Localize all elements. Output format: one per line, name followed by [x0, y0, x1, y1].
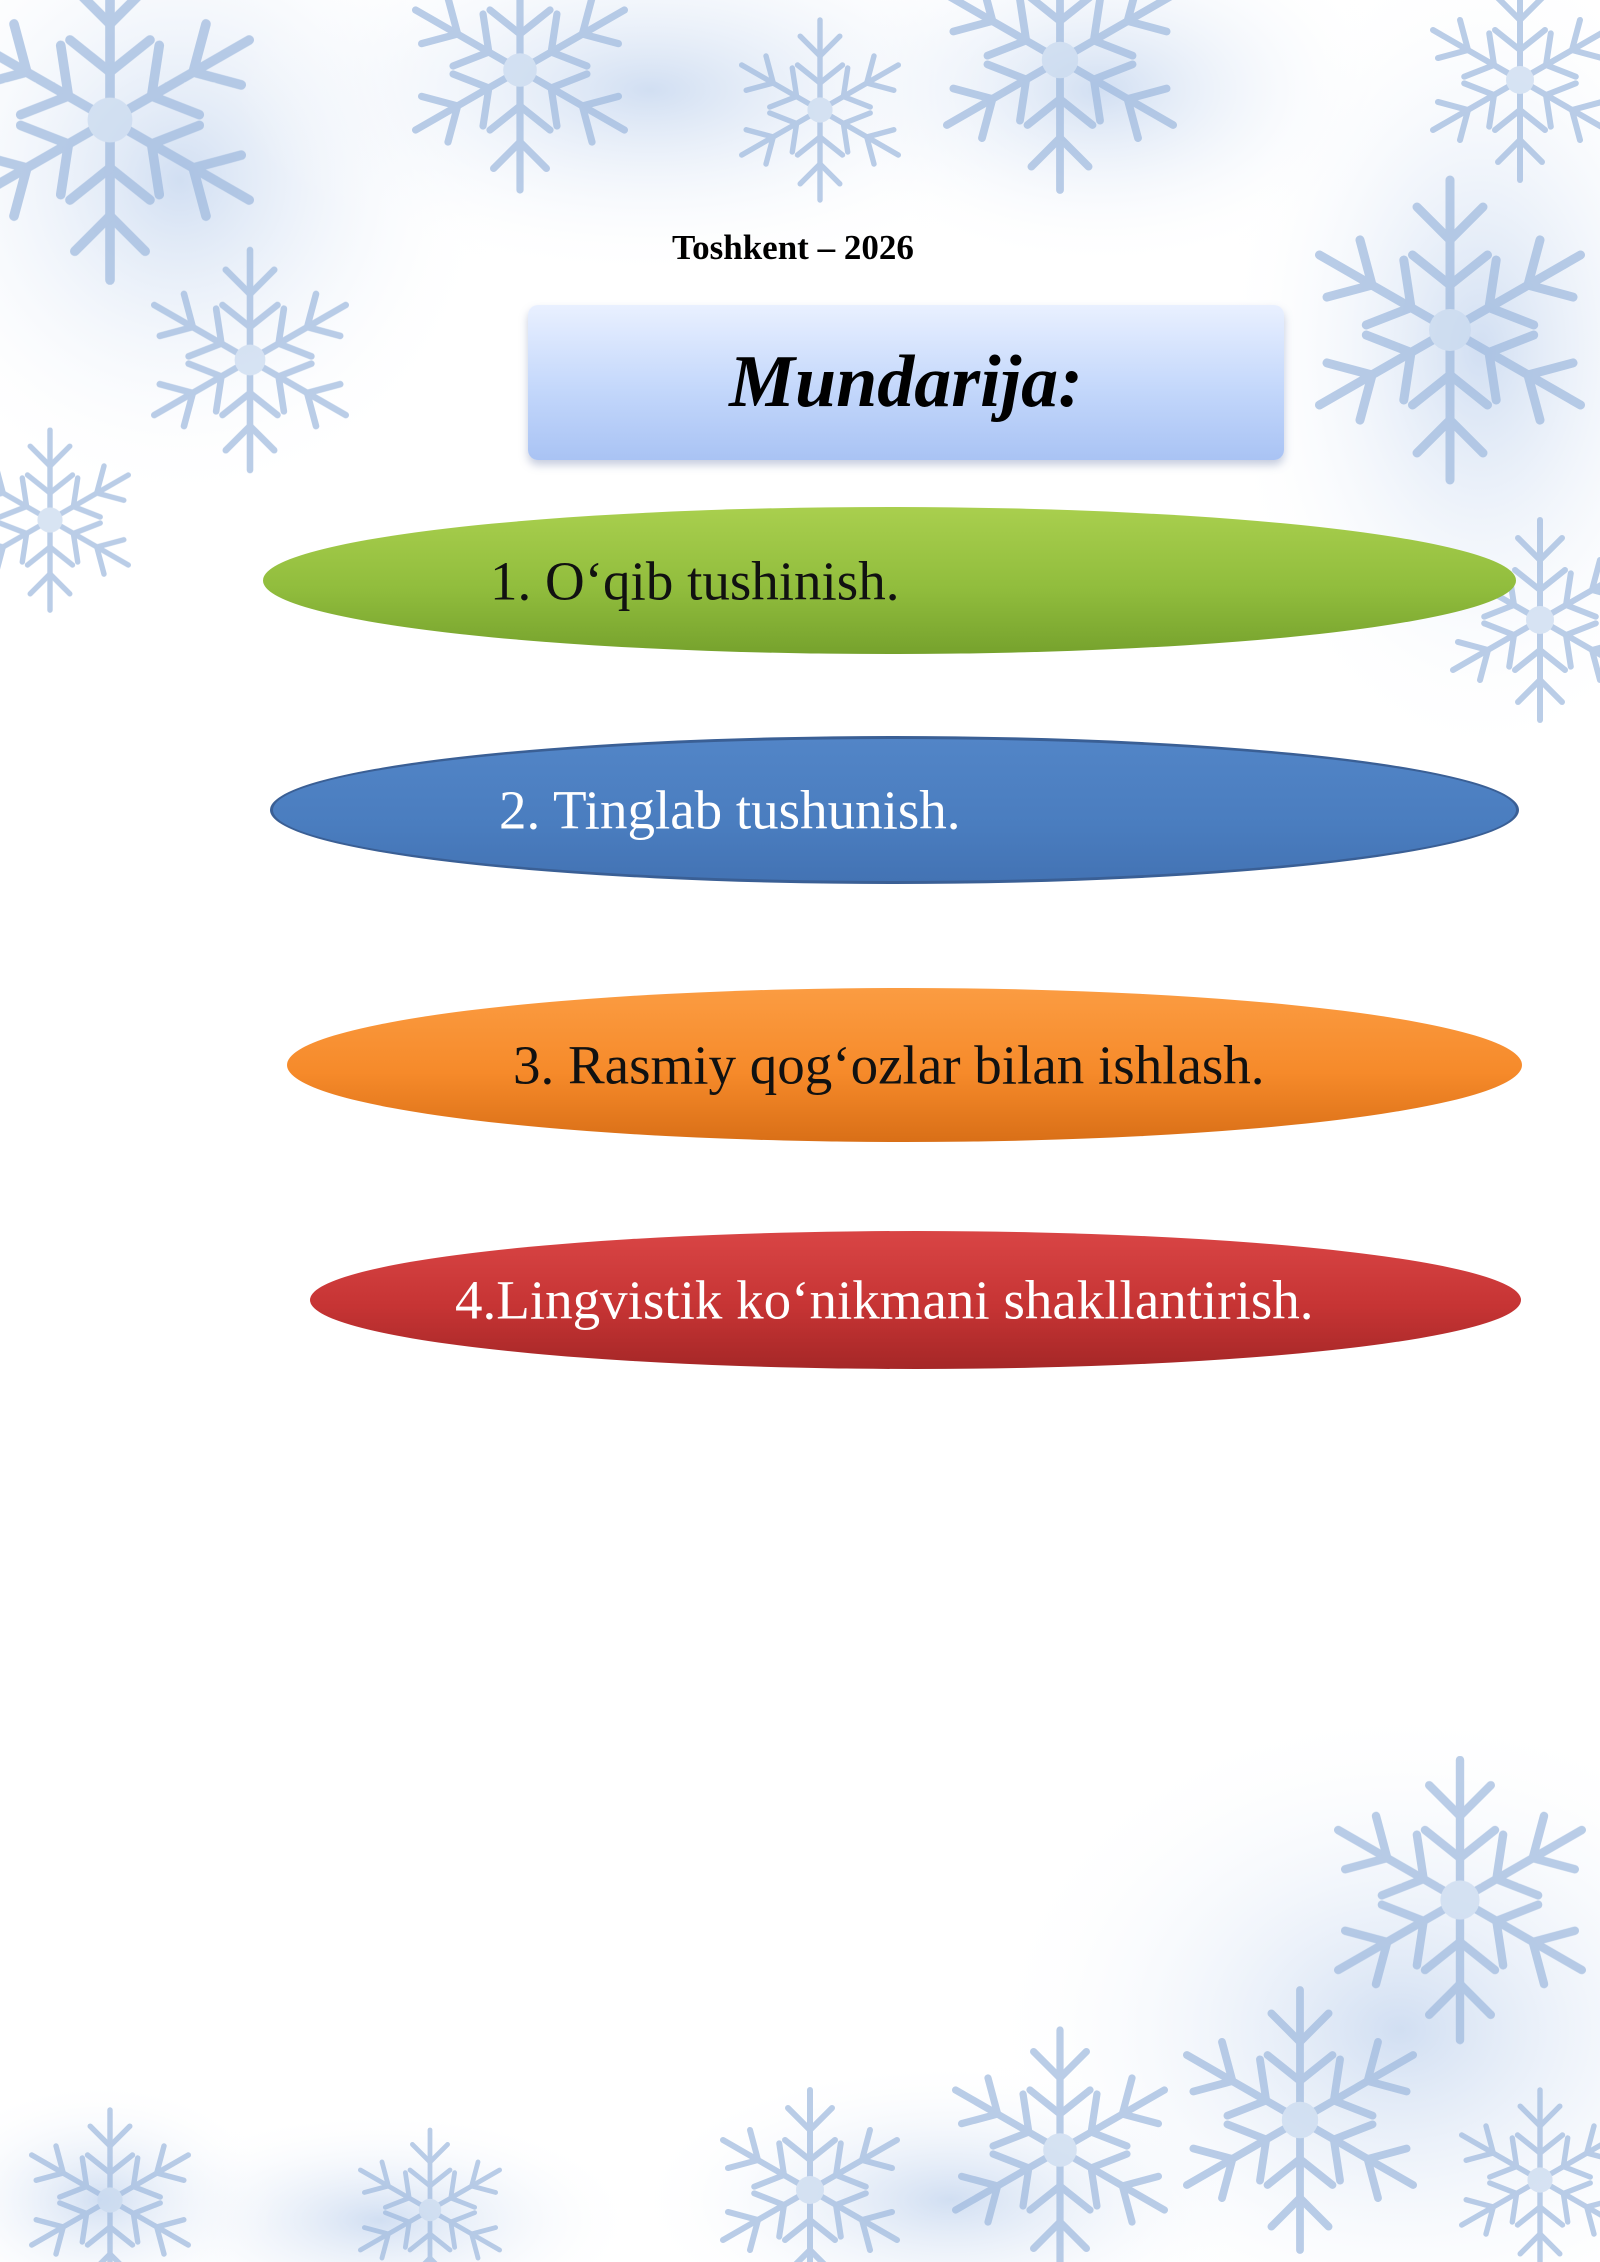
contents-item-label: 2. Tinglab tushunish.	[499, 779, 961, 841]
contents-item-4	[310, 1231, 1521, 1369]
contents-item-3	[287, 988, 1522, 1142]
city-year-label: Toshkent – 2026	[672, 228, 914, 267]
page-title: Mundarija:	[729, 341, 1083, 423]
contents-item-label: 3. Rasmiy qog‘ozlar bilan ishlash.	[513, 1034, 1265, 1096]
contents-item-1	[263, 507, 1516, 654]
contents-item-label: 1. O‘qib tushinish.	[490, 550, 900, 611]
contents-item-2	[270, 736, 1519, 884]
title-banner	[528, 305, 1284, 460]
contents-item-label: 4.Lingvistik ko‘nikmani shakllantirish.	[455, 1269, 1314, 1331]
